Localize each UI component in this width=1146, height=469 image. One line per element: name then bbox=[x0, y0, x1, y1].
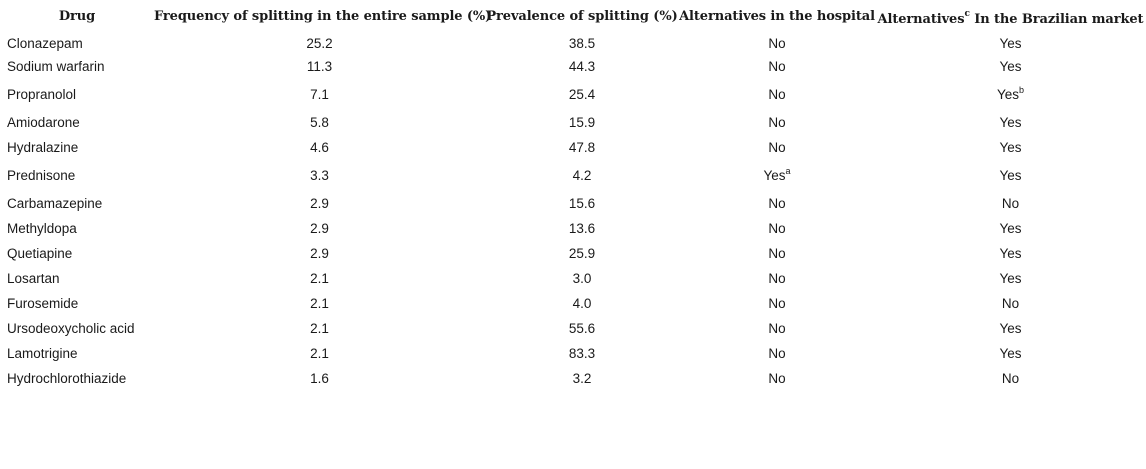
cell-prevalence bbox=[485, 366, 679, 391]
cell-frequency-text: 2.1 bbox=[310, 346, 329, 361]
cell-frequency-text: 2.1 bbox=[310, 296, 329, 311]
cell-drug bbox=[0, 341, 154, 366]
cell-hospital bbox=[679, 160, 875, 191]
cell-drug bbox=[0, 191, 154, 216]
cell-market-text: Yes bbox=[999, 140, 1022, 155]
cell-drug bbox=[0, 110, 154, 135]
cell-drug-text: Clonazepam bbox=[7, 35, 83, 51]
cell-market bbox=[875, 79, 1146, 110]
cell-hospital-text: No bbox=[768, 346, 786, 361]
cell-prevalence-text: 4.2 bbox=[572, 168, 592, 183]
cell-frequency-text: 2.1 bbox=[310, 271, 329, 286]
cell-drug-text: Propranolol bbox=[7, 87, 77, 102]
cell-market-text: No bbox=[1001, 196, 1020, 211]
cell-drug-text: Hydralazine bbox=[7, 140, 79, 155]
cell-prevalence-text: 4.0 bbox=[572, 296, 592, 311]
cell-prevalence-text: 25.4 bbox=[568, 87, 596, 102]
cell-market bbox=[875, 341, 1146, 366]
cell-hospital bbox=[679, 79, 875, 110]
cell-prevalence-text: 3.0 bbox=[572, 271, 592, 286]
cell-hospital bbox=[679, 191, 875, 216]
cell-market-text: Yes bbox=[999, 271, 1022, 286]
table-row bbox=[0, 216, 1146, 241]
cell-market-text: Yes bbox=[996, 87, 1019, 102]
cell-frequency bbox=[154, 241, 485, 266]
cell-prevalence bbox=[485, 110, 679, 135]
cell-drug-text: Ursodeoxycholic acid bbox=[7, 321, 135, 336]
cell-market-text: Yes bbox=[999, 115, 1022, 130]
table-row bbox=[0, 32, 1146, 54]
cell-frequency bbox=[154, 110, 485, 135]
cell-drug bbox=[0, 135, 154, 160]
cell-hospital-text: No bbox=[768, 246, 786, 261]
header-row bbox=[0, 0, 1146, 32]
cell-frequency-text: 2.1 bbox=[310, 321, 329, 336]
cell-prevalence bbox=[485, 216, 679, 241]
cell-prevalence-text: 38.5 bbox=[568, 35, 596, 51]
cell-hospital bbox=[679, 241, 875, 266]
cell-prevalence bbox=[485, 191, 679, 216]
cell-market bbox=[875, 135, 1146, 160]
table-body bbox=[0, 32, 1146, 391]
cell-market bbox=[875, 291, 1146, 316]
cell-drug bbox=[0, 32, 154, 54]
cell-drug-text: Losartan bbox=[7, 271, 60, 286]
cell-frequency-text: 2.9 bbox=[310, 221, 329, 236]
table-row bbox=[0, 110, 1146, 135]
cell-market bbox=[875, 266, 1146, 291]
cell-hospital-text: No bbox=[768, 271, 786, 286]
cell-market bbox=[875, 191, 1146, 216]
cell-frequency bbox=[154, 216, 485, 241]
cell-drug bbox=[0, 79, 154, 110]
cell-hospital-text: No bbox=[768, 371, 786, 386]
cell-drug-text: Carbamazepine bbox=[7, 196, 103, 211]
cell-market-text: Yes bbox=[999, 168, 1022, 183]
cell-drug bbox=[0, 216, 154, 241]
cell-frequency bbox=[154, 266, 485, 291]
cell-prevalence bbox=[485, 291, 679, 316]
cell-frequency-text: 3.3 bbox=[310, 168, 329, 183]
cell-market-text: Yes bbox=[999, 346, 1022, 361]
cell-market bbox=[875, 366, 1146, 391]
table-row bbox=[0, 54, 1146, 79]
cell-market-text: Yes bbox=[999, 35, 1022, 51]
cell-market-text: Yes bbox=[999, 321, 1022, 336]
cell-prevalence-text: 25.9 bbox=[568, 246, 596, 261]
cell-hospital-text: No bbox=[768, 140, 786, 155]
cell-prevalence bbox=[485, 160, 679, 191]
cell-drug-text: Amiodarone bbox=[7, 115, 80, 130]
cell-frequency-text: 5.8 bbox=[310, 115, 329, 130]
cell-hospital bbox=[679, 110, 875, 135]
cell-drug bbox=[0, 366, 154, 391]
cell-prevalence-text: 15.9 bbox=[568, 115, 596, 130]
cell-hospital bbox=[679, 266, 875, 291]
cell-hospital bbox=[679, 54, 875, 79]
cell-hospital-text: No bbox=[768, 87, 786, 102]
table-row bbox=[0, 341, 1146, 366]
cell-hospital-text: No bbox=[768, 221, 786, 236]
cell-drug-text: Furosemide bbox=[7, 296, 79, 311]
cell-frequency bbox=[154, 54, 485, 79]
cell-prevalence bbox=[485, 266, 679, 291]
cell-frequency bbox=[154, 341, 485, 366]
cell-hospital-text: Yes bbox=[763, 168, 786, 183]
cell-market bbox=[875, 316, 1146, 341]
header-drug: Drug bbox=[58, 8, 96, 24]
header-market-footnote: c bbox=[964, 9, 970, 20]
cell-market bbox=[875, 32, 1146, 54]
table-row bbox=[0, 266, 1146, 291]
cell-frequency-text: 7.1 bbox=[310, 87, 329, 102]
table-row bbox=[0, 366, 1146, 391]
cell-drug bbox=[0, 291, 154, 316]
cell-prevalence bbox=[485, 241, 679, 266]
cell-hospital-text: No bbox=[768, 59, 786, 74]
table-row bbox=[0, 135, 1146, 160]
table-row bbox=[0, 79, 1146, 110]
cell-hospital-text: No bbox=[768, 35, 786, 51]
cell-hospital-text: No bbox=[768, 321, 786, 336]
cell-drug bbox=[0, 316, 154, 341]
cell-prevalence-text: 55.6 bbox=[568, 321, 596, 336]
cell-prevalence bbox=[485, 54, 679, 79]
header-hospital-alternatives: Alternatives in the hospital bbox=[679, 8, 875, 24]
cell-frequency bbox=[154, 316, 485, 341]
cell-drug-text: Sodium warfarin bbox=[7, 59, 105, 74]
cell-drug-text: Hydrochlorothiazide bbox=[7, 371, 127, 386]
cell-market bbox=[875, 54, 1146, 79]
cell-prevalence bbox=[485, 32, 679, 54]
cell-frequency-text: 2.9 bbox=[310, 246, 329, 261]
cell-frequency-text: 1.6 bbox=[310, 371, 329, 386]
cell-market-text: No bbox=[1001, 296, 1020, 311]
cell-prevalence-text: 44.3 bbox=[568, 59, 596, 74]
table-row bbox=[0, 160, 1146, 191]
cell-market-text: No bbox=[1001, 371, 1020, 386]
cell-market bbox=[875, 216, 1146, 241]
cell-prevalence-text: 47.8 bbox=[568, 140, 596, 155]
table-row bbox=[0, 241, 1146, 266]
cell-market bbox=[875, 110, 1146, 135]
cell-hospital bbox=[679, 291, 875, 316]
cell-drug-text: Quetiapine bbox=[7, 246, 73, 261]
header-market-alternatives bbox=[875, 0, 1146, 32]
cell-hospital-text: No bbox=[768, 115, 786, 130]
cell-drug bbox=[0, 54, 154, 79]
cell-drug-text: Prednisone bbox=[7, 168, 76, 183]
cell-drug bbox=[0, 160, 154, 191]
cell-frequency-text: 11.3 bbox=[306, 59, 333, 74]
cell-frequency bbox=[154, 79, 485, 110]
cell-market bbox=[875, 160, 1146, 191]
cell-prevalence-text: 15.6 bbox=[568, 196, 596, 211]
header-frequency: Frequency of splitting in the entire sample (%) bbox=[154, 8, 492, 24]
cell-hospital bbox=[679, 216, 875, 241]
cell-hospital bbox=[679, 316, 875, 341]
cell-hospital bbox=[679, 135, 875, 160]
cell-prevalence bbox=[485, 316, 679, 341]
cell-prevalence-text: 13.6 bbox=[568, 221, 596, 236]
hospital-footnote: a bbox=[785, 165, 791, 176]
cell-market bbox=[875, 241, 1146, 266]
header-market-prefix: Alternatives bbox=[877, 11, 965, 27]
cell-frequency bbox=[154, 135, 485, 160]
cell-drug bbox=[0, 241, 154, 266]
cell-prevalence bbox=[485, 135, 679, 160]
header-prevalence: Prevalence of splitting (%) bbox=[486, 8, 678, 24]
market-footnote: b bbox=[1019, 84, 1025, 95]
cell-prevalence bbox=[485, 341, 679, 366]
cell-drug-text: Lamotrigine bbox=[7, 346, 78, 361]
cell-market-text: Yes bbox=[999, 246, 1022, 261]
cell-frequency-text: 4.6 bbox=[310, 140, 329, 155]
cell-hospital-text: No bbox=[768, 296, 786, 311]
cell-prevalence-text: 3.2 bbox=[572, 371, 592, 386]
cell-prevalence-text: 83.3 bbox=[568, 346, 596, 361]
cell-drug bbox=[0, 266, 154, 291]
cell-market-text: Yes bbox=[999, 221, 1022, 236]
table-row bbox=[0, 291, 1146, 316]
cell-frequency bbox=[154, 32, 485, 54]
cell-frequency bbox=[154, 366, 485, 391]
table-row bbox=[0, 191, 1146, 216]
cell-drug-text: Methyldopa bbox=[7, 221, 77, 236]
cell-frequency bbox=[154, 291, 485, 316]
header-market-suffix: In the Brazilian market bbox=[969, 11, 1144, 27]
table-row bbox=[0, 316, 1146, 341]
cell-hospital-text: No bbox=[768, 196, 786, 211]
cell-market-text: Yes bbox=[999, 59, 1022, 74]
cell-frequency bbox=[154, 160, 485, 191]
cell-hospital bbox=[679, 366, 875, 391]
cell-frequency-text: 2.9 bbox=[310, 196, 329, 211]
cell-frequency-text: 25.2 bbox=[306, 35, 333, 51]
cell-hospital bbox=[679, 341, 875, 366]
cell-hospital bbox=[679, 32, 875, 54]
cell-prevalence bbox=[485, 79, 679, 110]
cell-frequency bbox=[154, 191, 485, 216]
